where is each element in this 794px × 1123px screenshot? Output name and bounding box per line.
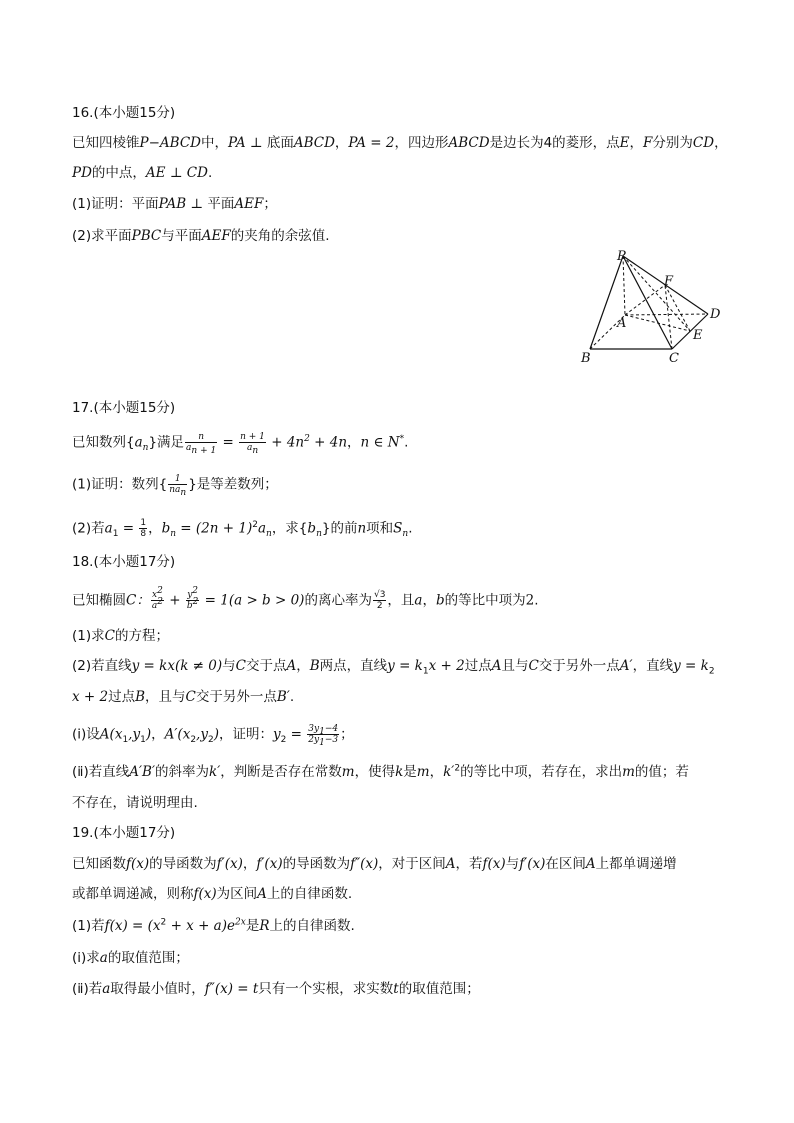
problem-18-statement: 已知椭圆C： $\frac{x^2}{a^2}$ + $\frac{y^2}{b^2}$ = 1(a > b > 0)的离心率为 $\frac{√3}{2}$ ，且a，b的等比中项为2.	[72, 586, 539, 611]
problem-18-part-2-line-1: (2)若直线y = kx(k ≠ 0)与C交于点A，B两点，直线$y = k_1x + 2$过点A且与C交于另外一点A′，直线$y = k_2$	[72, 658, 715, 677]
problem-16-part-2: (2)求平面PBC与平面AEF的夹角的余弦值.	[72, 228, 330, 244]
vertex-label-e: E	[693, 328, 703, 343]
problem-17-heading: 17.(本小题15分)	[72, 400, 176, 416]
problem-19-part-1-i: (ⅰ)求a的取值范围；	[72, 950, 189, 966]
vertex-label-f: F	[664, 274, 674, 289]
vertex-label-b: B	[581, 351, 591, 366]
problem-19-part-1-ii: (ⅱ)若a取得最小值时，f″(x) = t只有一个实根，求实数t的取值范围；	[72, 981, 480, 997]
problem-17-part-2: (2)若$a_1$ = $\frac{1}{8}$ ，$b_n = (2n + 1)^2a_n$，求$\{b_n\}$的前n项和$S_n$.	[72, 518, 413, 540]
vertex-label-d: D	[710, 307, 721, 322]
problem-19-heading: 19.(本小题17分)	[72, 825, 176, 841]
problem-16-heading: 16.(本小题15分)	[72, 105, 176, 121]
problem-19-statement-line-1: 已知函数f(x)的导函数为f′(x)，f′(x)的导函数为f″(x)，对于区间A，若f(x)与f′(x)在区间A上都单调递增	[72, 856, 677, 872]
problem-17-statement: 已知数列$\{a_n\}$满足 $\frac{n}{a_{n + 1}}$ = $\frac{n + 1}{a_n}$ + $4n^2 + 4n$，n ∈ N*.	[72, 432, 409, 456]
problem-17-part-1: (1)证明：数列{ 1 $na_n$ }是等差数列；	[72, 474, 278, 498]
vertex-label-c: C	[669, 351, 679, 366]
problem-16-statement-line-1: 已知四棱锥P−ABCD中，PA ⊥ 底面ABCD，PA = 2，四边形ABCD是边长为4的菱形，点E，F分别为CD，	[72, 135, 728, 151]
problem-19-statement-line-2: 或都单调递减，则称f(x)为区间A上的自律函数.	[72, 886, 353, 902]
problem-16-part-1: (1)证明：平面PAB ⊥ 平面AEF；	[72, 196, 277, 212]
problem-18-part-2-i: (ⅰ)设$A(x_1,y_1)$，$A'(x_2,y_2)$，证明：$y_2$ = $\frac{3y_1-4}{2y_1-3}$ ；	[72, 724, 354, 748]
problem-18-part-1: (1)求C的方程；	[72, 628, 169, 644]
problem-18-part-2-ii-line-1: (ⅱ)若直线A′B′的斜率为k′，判断是否存在常数m，使得k是m，$k'^2$的等比中项，若存在，求出m的值；若	[72, 763, 689, 780]
vertex-label-p: P	[617, 249, 626, 264]
vertex-label-a: A	[617, 316, 627, 331]
problem-18-part-2-line-2: x + 2过点B，且与C交于另外一点B′.	[72, 689, 295, 705]
problem-18-heading: 18.(本小题17分)	[72, 554, 176, 570]
problem-19-part-1: (1)若$f(x) = (x^2 + x + a)e^{2x}$是R上的自律函数.	[72, 917, 355, 934]
problem-18-part-2-ii-line-2: 不存在，请说明理由.	[72, 795, 198, 811]
pyramid-figure	[575, 245, 735, 370]
problem-16-statement-line-2: PD的中点，AE ⊥ CD.	[72, 165, 213, 181]
